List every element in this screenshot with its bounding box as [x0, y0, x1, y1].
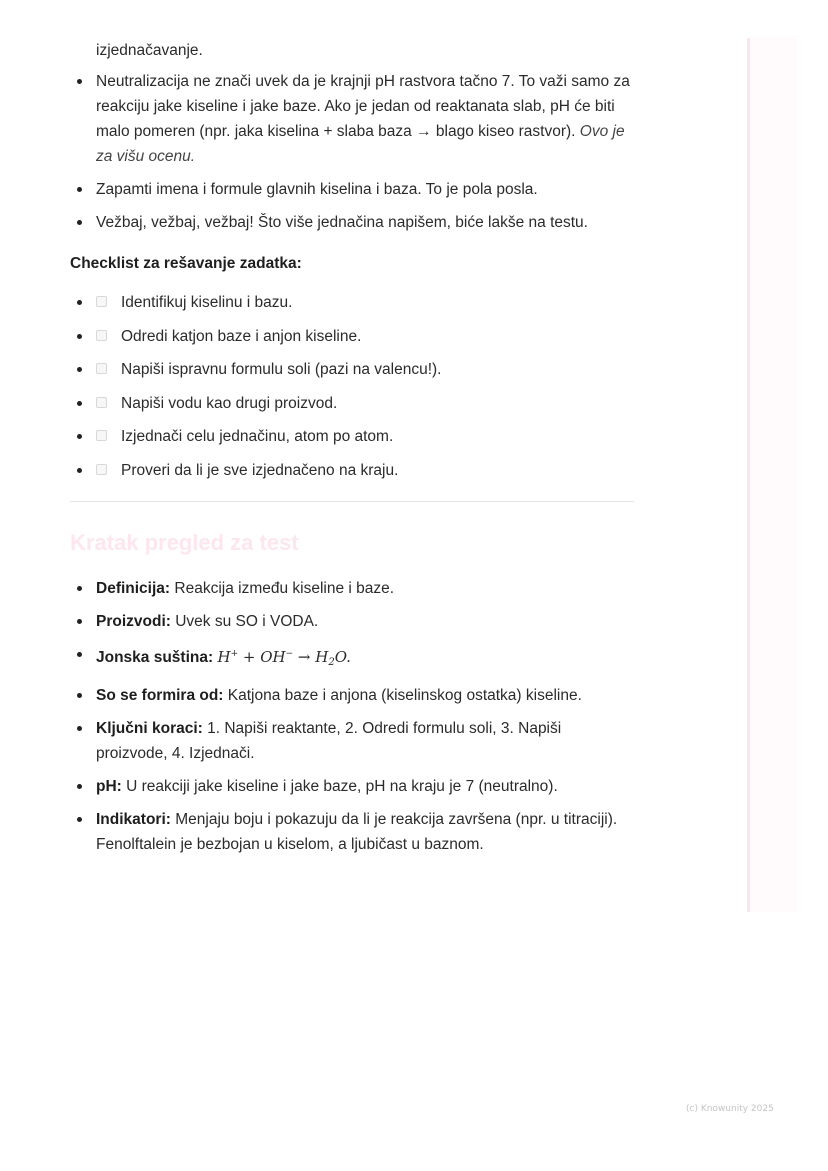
summary-list [70, 576, 636, 857]
section-title: Kratak pregled za test [70, 529, 299, 555]
copyright-footer: (c) Knowunity 2025 [686, 1104, 774, 1114]
side-accent-line [747, 38, 750, 912]
tip-item [70, 177, 636, 202]
summary-item [70, 774, 636, 799]
summary-item [70, 576, 636, 601]
summary-item [70, 683, 636, 708]
summary-label: Indikatori: [96, 810, 171, 828]
summary-label: Ključni koraci: [96, 719, 203, 737]
summary-text: U reakciji jake kiseline i jake baze, pH na kraju je 7 (neutralno). [121, 777, 558, 795]
checklist-heading: Checklist za rešavanje zadatka: [70, 255, 302, 272]
summary-text: 1. Napiši reaktante, 2. Odredi formulu soli, 3. Napiši proizvode, 4. Izjednači. [96, 719, 562, 762]
tip-italic-note: Ovo je za višu ocenu. [96, 123, 625, 165]
summary-item [70, 807, 636, 857]
checklist-item [70, 391, 636, 416]
checkbox[interactable] [96, 464, 107, 475]
section-divider [70, 501, 634, 502]
summary-text: Katjona baze i anjona (kiselinskog ostatka) kiseline. [223, 686, 582, 704]
checklist-label: Napiši ispravnu formulu soli (pazi na valencu!). [121, 361, 442, 378]
checkbox[interactable] [96, 363, 107, 374]
ionic-equation: $H^+ + OH^- \to H_2O$. [217, 647, 351, 668]
checklist-label: Proveri da li je sve izjednačeno na kraju. [121, 461, 399, 479]
checklist-item [70, 357, 636, 382]
checklist-label: Odredi katjon baze i anjon kiseline. [121, 327, 362, 345]
summary-item [70, 716, 636, 766]
summary-item [70, 609, 636, 634]
side-rail-panel [747, 38, 797, 912]
checklist-item [70, 324, 636, 349]
tip-item [70, 69, 636, 169]
tip-text: Vežbaj, vežbaj, vežbaj! Što više jednačina napišem, biće lakše na testu. [96, 214, 588, 231]
summary-label: Proizvodi: [96, 612, 171, 630]
checkbox[interactable] [96, 397, 107, 408]
checkbox[interactable] [96, 430, 107, 441]
checklist-label: Identifikuj kiselinu i bazu. [121, 294, 293, 311]
checklist [70, 290, 636, 483]
summary-label: pH: [96, 777, 122, 795]
summary-item [70, 642, 636, 675]
summary-text: Reakcija između kiseline i baze. [170, 579, 395, 597]
summary-label: Definicija: [96, 579, 171, 597]
checklist-item [70, 290, 636, 315]
tips-list [70, 69, 636, 235]
continued-text: izjednačavanje. [96, 42, 203, 59]
summary-label: Jonska suština: [96, 648, 214, 666]
checklist-label: Napiši vodu kao drugi proizvod. [121, 394, 338, 412]
checklist-item [70, 458, 636, 483]
tip-text: Zapamti imena i formule glavnih kiselina i baza. To je pola posla. [96, 181, 538, 198]
checkbox[interactable] [96, 296, 107, 307]
summary-text: Menjaju boju i pokazuju da li je reakcija završena (npr. u titraciji). Fenolftalein je bezbojan u kiselom, a ljubičast u baznom. [96, 810, 618, 853]
tip-text: Neutralizacija ne znači uvek da je krajnji pH rastvora tačno 7. To važi samo za reakciju jake kiseline i jake baze. Ako je jedan od reaktanata slab, pH će biti malo pomeren (npr. jaka kiselina + slaba baza → blago kiseo rastvor). [96, 73, 630, 140]
document-content [70, 38, 636, 865]
checkbox[interactable] [96, 330, 107, 341]
tip-item [70, 210, 636, 235]
checklist-item [70, 424, 636, 449]
checklist-label: Izjednači celu jednačinu, atom po atom. [121, 428, 394, 445]
summary-text: Uvek su SO i VODA. [170, 612, 319, 630]
summary-label: So se formira od: [96, 686, 224, 704]
